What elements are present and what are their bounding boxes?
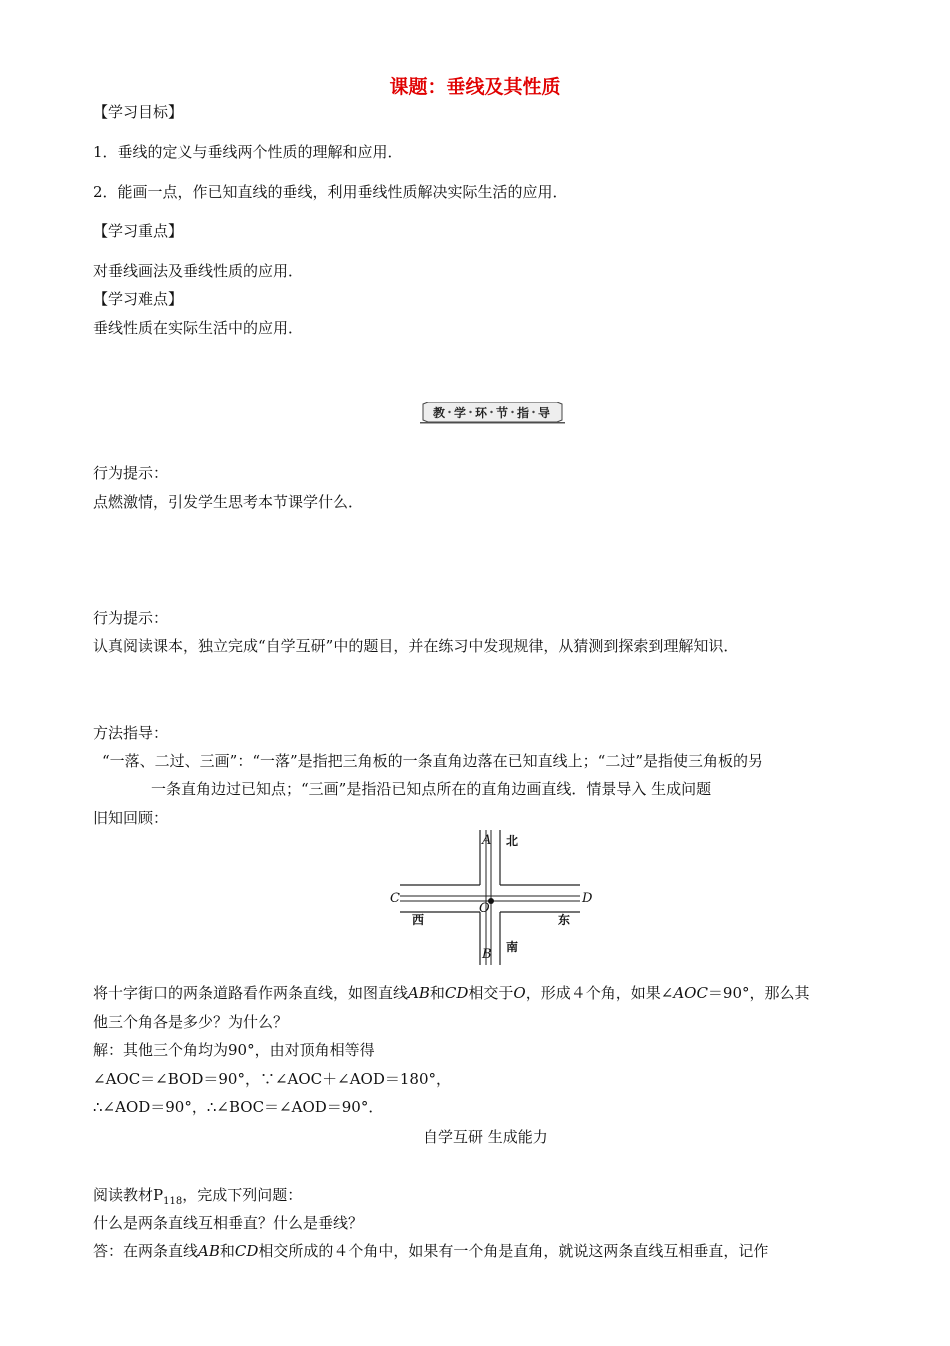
- label-C: C: [390, 891, 400, 906]
- banner-char-1: 教: [432, 406, 446, 420]
- label-B: B: [482, 947, 492, 962]
- method-line-1: “一落、二过、三画”：“一落”是指把三角板的一条直角边落在已知直线上；“二过”是指使三角板的另: [102, 752, 764, 770]
- read-prefix: 阅读教材P: [93, 1186, 164, 1204]
- question-text-b: 和: [429, 984, 445, 1002]
- crossroads-figure: [385, 830, 600, 965]
- question-text-c: 相交于: [468, 984, 514, 1002]
- question-angle-AOC: AOC: [673, 984, 708, 1002]
- read-suffix: ，完成下列问题：: [182, 1186, 303, 1204]
- label-O: O: [479, 901, 490, 916]
- banner-char-4: 节: [495, 406, 509, 420]
- label-A: A: [482, 833, 492, 848]
- label-north: 北: [506, 834, 519, 848]
- hint1-label: 行为提示：: [93, 464, 169, 482]
- page-title: 课题：垂线及其性质: [389, 76, 561, 98]
- hint1-text: 点燃激情，引发学生思考本节课学什么．: [93, 493, 364, 511]
- difficulty-text: 垂线性质在实际生活中的应用．: [93, 319, 304, 337]
- hint2-label: 行为提示：: [93, 609, 169, 627]
- question-line-1: [93, 983, 810, 1003]
- review-label: 旧知回顾：: [93, 809, 169, 827]
- answer-line-CD: CD: [234, 1242, 259, 1260]
- banner-char-6: 导: [537, 406, 551, 420]
- question-text-a: 将十字街口的两条道路看作两条直线，如图直线: [93, 984, 409, 1002]
- focus-header: 【学习重点】: [93, 222, 184, 240]
- question-point-O: O: [513, 984, 526, 1002]
- question-line-CD: CD: [444, 984, 469, 1002]
- answer-line-3: ∴∠AOD＝90°，∴∠BOC＝∠AOD＝90°．: [93, 1098, 384, 1116]
- label-south: 南: [506, 940, 519, 954]
- hint2-text: 认真阅读课本，独立完成“自学互研”中的题目，并在练习中发现规律，从猜测到探索到理解知识．: [93, 637, 739, 655]
- answer-line-1: 解：其他三个角均为90°，由对顶角相等得: [93, 1041, 375, 1059]
- method-label: 方法指导：: [93, 724, 169, 742]
- answer-text-a: 答：在两条直线: [93, 1242, 199, 1260]
- read-instruction: [93, 1185, 302, 1212]
- self-study-heading: 自学互研 生成能力: [423, 1128, 548, 1146]
- read-page: 118: [163, 1196, 183, 1207]
- answer-line-AB: AB: [198, 1242, 220, 1260]
- goals-header: 【学习目标】: [93, 103, 184, 121]
- question-line-2: 他三个角各是多少？为什么？: [93, 1013, 289, 1031]
- banner-char-5: 指: [516, 406, 530, 420]
- teaching-guide-banner: [420, 402, 565, 424]
- self-study-answer: [93, 1241, 768, 1261]
- label-west: 西: [412, 913, 425, 927]
- difficulty-header: 【学习难点】: [93, 290, 184, 308]
- answer-text-c: 相交所成的４个角中，如果有一个角是直角，就说这两条直线互相垂直，记作: [258, 1242, 769, 1260]
- answer-text-b: 和: [219, 1242, 235, 1260]
- banner-char-3: 环: [474, 406, 488, 420]
- question-line-AB: AB: [408, 984, 430, 1002]
- goal-item-2: 2．能画一点，作已知直线的垂线，利用垂线性质解决实际生活的应用．: [93, 183, 568, 201]
- focus-text: 对垂线画法及垂线性质的应用．: [93, 262, 304, 280]
- label-D: D: [582, 891, 593, 906]
- answer-line-2: ∠AOC＝∠BOD＝90°，∵∠AOC＋∠AOD＝180°，: [93, 1070, 451, 1088]
- goal-item-1: 1．垂线的定义与垂线两个性质的理解和应用．: [93, 143, 403, 161]
- banner-char-2: 学: [453, 406, 467, 420]
- label-east: 东: [558, 913, 571, 927]
- question-text-d: ，形成４个角，如果∠: [525, 984, 674, 1002]
- question-text-e: ＝90°，那么其: [707, 984, 810, 1002]
- method-line-2: 一条直角边过已知点；“三画”是指沿已知点所在的直角边画直线．情景导入 生成问题: [151, 780, 712, 798]
- self-study-question: 什么是两条直线互相垂直？什么是垂线？: [93, 1214, 364, 1232]
